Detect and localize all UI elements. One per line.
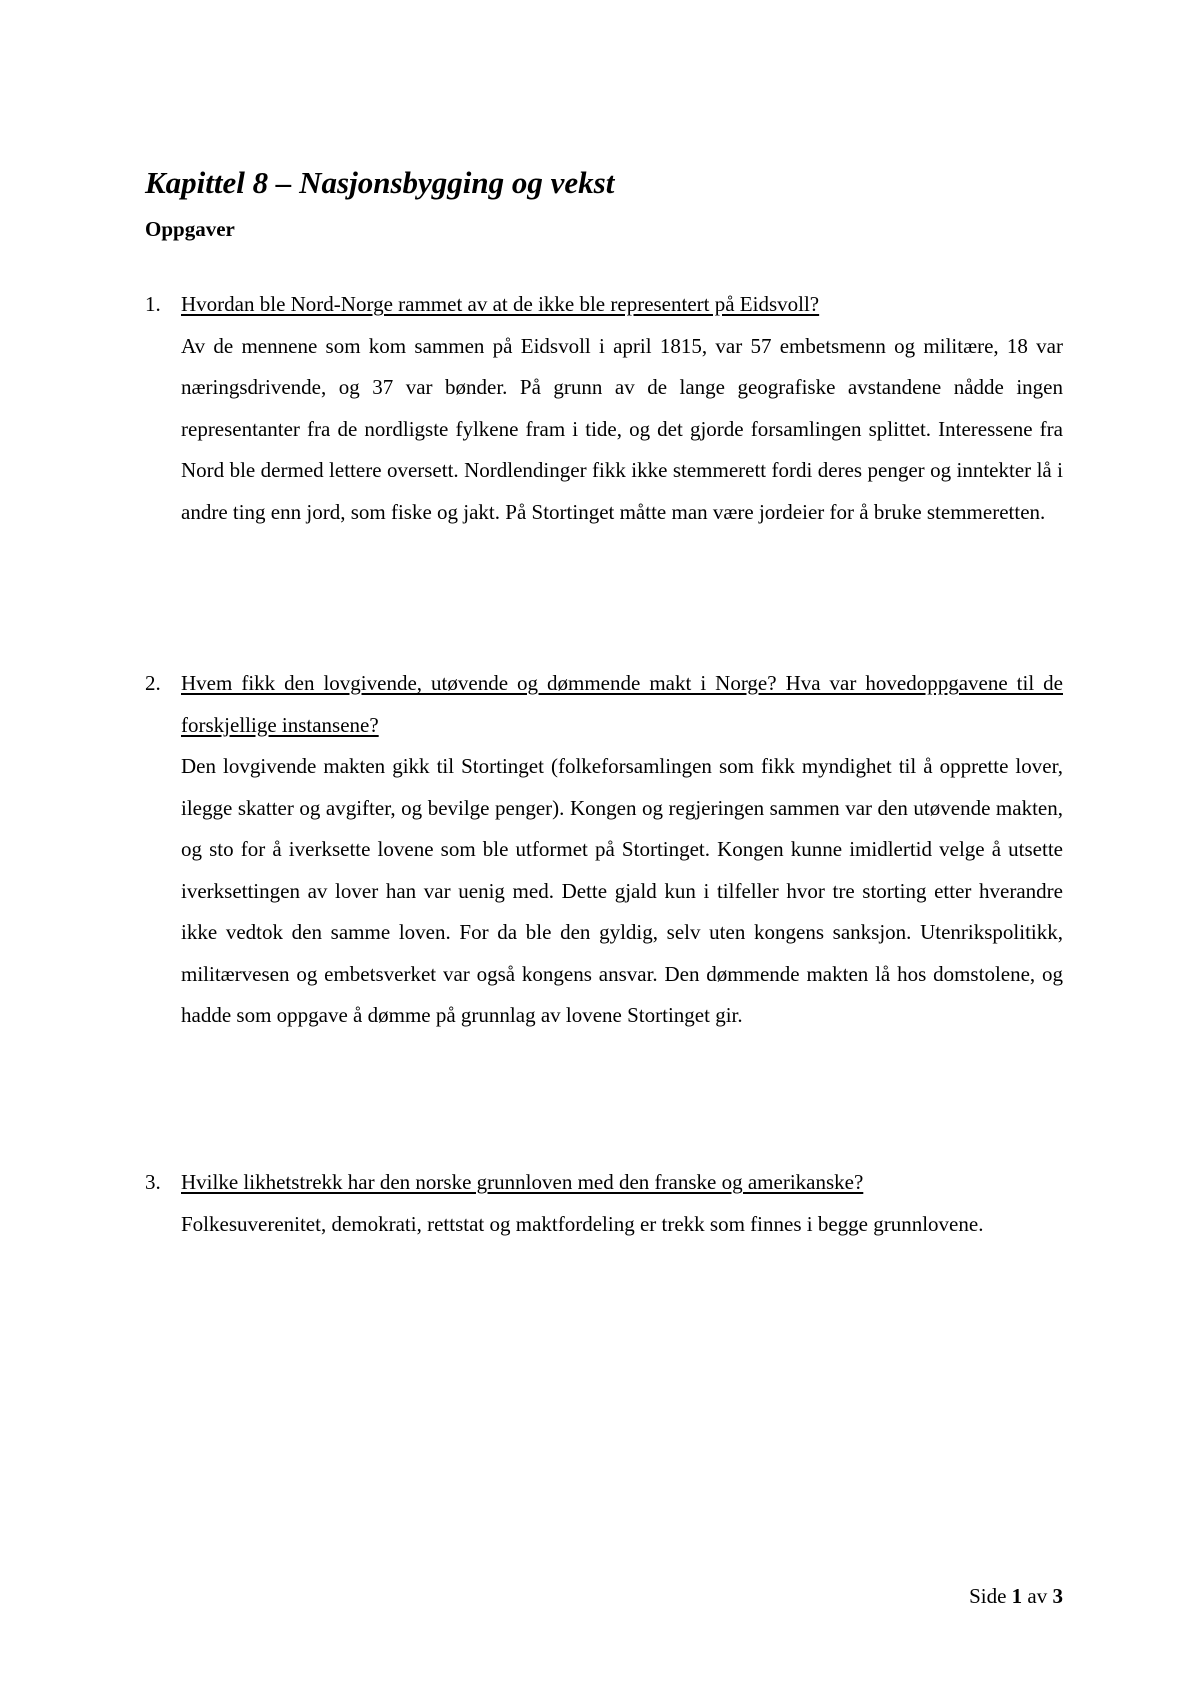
answer-text: Av de mennene som kom sammen på Eidsvoll i april 1815, var 57 embetsmenn og militære, 18 var næringsdrivende, og 37 var bønder. På grunn av de lange geografiske avstandene nådde ingen representanter fra de nordligste fylkene fram i tide, og det gjorde forsamlingen splittet. Interessene fra Nord ble dermed lettere oversett. Nordlendinger fikk ikke stemmerett fordi deres penger og inntekter lå i andre ting enn jord, som fiske og jakt. På Stortinget måtte man være jordeier for å bruke stemmeretten.	[181, 333, 1063, 524]
question-item	[145, 663, 1063, 1037]
answer-text: Folkesuverenitet, demokrati, rettstat og maktfordeling er trekk som finnes i begge grunnlovene.	[181, 1211, 984, 1236]
question-number: 1.	[145, 292, 161, 316]
footer-prefix: Side	[969, 1584, 1007, 1608]
question-number: 2.	[145, 671, 161, 695]
question-item	[145, 1162, 1063, 1245]
page-number-footer	[969, 1582, 1063, 1610]
footer-total-pages: 3	[1052, 1584, 1063, 1608]
document-subtitle: Oppgaver	[145, 217, 235, 241]
footer-separator: av	[1027, 1584, 1048, 1608]
footer-current-page: 1	[1011, 1584, 1023, 1608]
question-number: 3.	[145, 1170, 161, 1194]
question-text: Hvilke likhetstrekk har den norske grunnloven med den franske og amerikanske?	[181, 1170, 864, 1194]
document-title: Kapittel 8 – Nasjonsbygging og vekst	[145, 165, 615, 200]
question-item	[145, 284, 1063, 533]
question-text: Hvem fikk den lovgivende, utøvende og dømmende makt i Norge? Hva var hovedoppgavene til de forskjellige instansene?	[181, 671, 1063, 737]
answer-text: Den lovgivende makten gikk til Stortinget (folkeforsamlingen som fikk myndighet til å opprette lover, ilegge skatter og avgifter, og bevilge penger). Kongen og regjeringen sammen var den utøvende makten, og sto for å iverksette lovene som ble utformet på Stortinget. Kongen kunne imidlertid velge å utsette iverksettingen av lover han var uenig med. Dette gjald kun i tilfeller hvor tre storting etter hverandre ikke vedtok den samme loven. For da ble den gyldig, selv uten kongens sanksjon. Utenrikspolitikk, militærvesen og embetsverket var også kongens ansvar. Den dømmende makten lå hos domstolene, og hadde som oppgave å dømme på grunnlag av lovene Stortinget gir.	[181, 754, 1063, 1027]
question-text: Hvordan ble Nord-Norge rammet av at de ikke ble representert på Eidsvoll?	[181, 292, 820, 316]
